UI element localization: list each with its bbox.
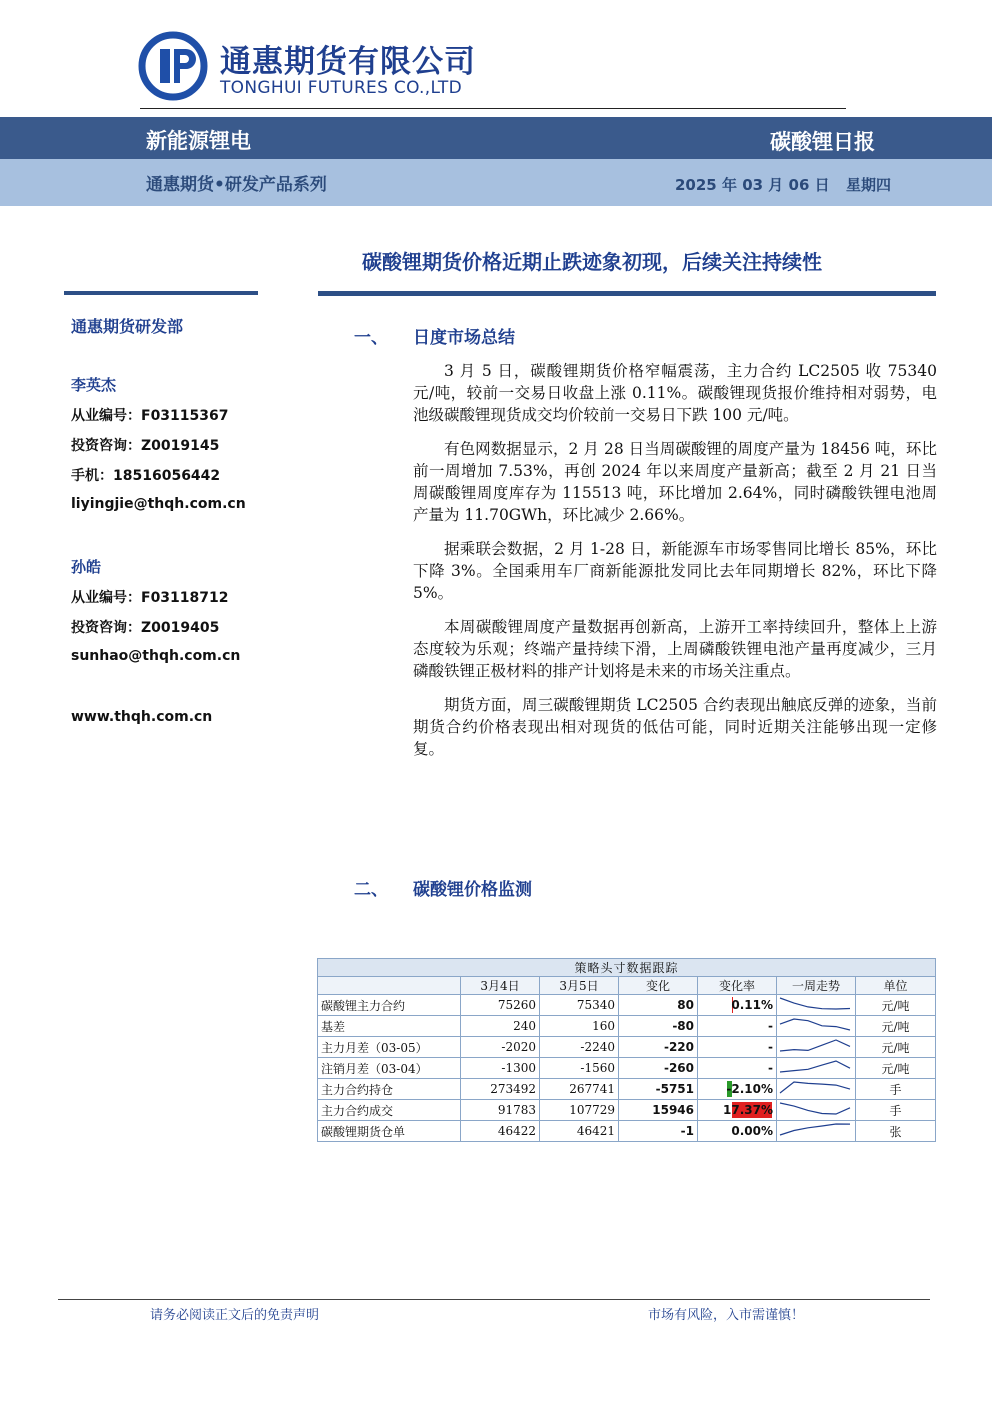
table-header-row <box>318 977 936 995</box>
value-prev: 273492 <box>461 1079 540 1100</box>
sparkline-icon <box>777 1058 853 1075</box>
weekly-trend-sparkline <box>777 995 856 1016</box>
sparkline-icon <box>777 1037 853 1054</box>
sparkline-path <box>780 998 850 1009</box>
value-change-rate <box>698 1100 777 1121</box>
change-rate-text: - <box>768 1040 773 1054</box>
section-number: 二、 <box>354 880 388 900</box>
value-prev: -2020 <box>461 1037 540 1058</box>
value-change: 15946 <box>619 1100 698 1121</box>
sparkline-icon <box>777 1016 853 1033</box>
change-rate-text: 17.37% <box>723 1103 773 1117</box>
weekly-trend-sparkline <box>777 1121 856 1142</box>
unit: 手 <box>856 1079 936 1100</box>
section-number: 一、 <box>354 328 388 348</box>
row-name: 主力月差（03-05） <box>318 1037 461 1058</box>
value-change-rate <box>698 1016 777 1037</box>
value-change: -220 <box>619 1037 698 1058</box>
sidebar-top-bar <box>64 291 258 295</box>
report-category: 新能源锂电 <box>146 129 251 153</box>
sparkline-path <box>780 1040 850 1051</box>
paragraph: 有色网数据显示，2 月 28 日当周碳酸锂的周度产量为 18456 吨，环比前一周增加 7.53%，再创 2024 年以来周度产量新高；截至 2 月 21 日当周碳酸锂周度库存为 115513 吨，环比增加 2.64%，同时磷酸铁锂电池周产量为 11.70GWh，环比减少 2.66%。 <box>413 440 937 524</box>
change-rate-text: - <box>768 1019 773 1033</box>
weekly-trend-sparkline <box>777 1016 856 1037</box>
table-header: 单位 <box>856 977 936 995</box>
table-header: 3月4日 <box>461 977 540 995</box>
footer-divider <box>58 1299 930 1300</box>
table-caption: 策略头寸数据跟踪 <box>318 959 936 977</box>
value-change-rate <box>698 1121 777 1142</box>
value-change-rate <box>698 995 777 1016</box>
tonghui-logo-icon <box>138 31 208 101</box>
value-prev: 240 <box>461 1016 540 1037</box>
value-change-rate <box>698 1037 777 1058</box>
content-top-bar <box>318 291 936 296</box>
sparkline-path <box>780 1082 850 1093</box>
value-prev: -1300 <box>461 1058 540 1079</box>
value-change-rate <box>698 1079 777 1100</box>
row-name: 碳酸锂期货仓单 <box>318 1121 461 1142</box>
report-date: 2025 年 03 月 06 日 <box>675 176 830 194</box>
research-dept: 通惠期货研发部 <box>71 317 184 336</box>
value-change: -5751 <box>619 1079 698 1100</box>
sparkline-icon <box>777 1079 853 1096</box>
section-title: 日度市场总结 <box>413 328 515 348</box>
unit: 元/吨 <box>856 995 936 1016</box>
value-change: 80 <box>619 995 698 1016</box>
weekly-trend-sparkline <box>777 1058 856 1079</box>
analyst-cert: 从业编号：F03118712 <box>71 590 229 606</box>
table-header: 一周走势 <box>777 977 856 995</box>
sparkline-path <box>780 1061 850 1072</box>
table-row <box>318 1037 936 1058</box>
change-rate-text: -2.10% <box>726 1082 773 1096</box>
sparkline-icon <box>777 1121 853 1138</box>
change-rate-text: - <box>768 1061 773 1075</box>
weekly-trend-sparkline <box>777 1100 856 1121</box>
value-curr: -1560 <box>540 1058 619 1079</box>
report-series: 通惠期货•研发产品系列 <box>146 175 327 195</box>
sparkline-icon <box>777 1100 853 1117</box>
paragraph: 本周碳酸锂周度产量数据再创新高，上游开工率持续回升，整体上上游态度较为乐观；终端产量持续下滑，上周磷酸铁锂电池产量再度减少，三月磷酸铁锂正极材料的排产计划将是未来的市场关注重点。 <box>413 618 937 680</box>
analyst-name: 李英杰 <box>71 376 117 394</box>
value-curr: 75340 <box>540 995 619 1016</box>
table-header: 变化 <box>619 977 698 995</box>
value-change: -80 <box>619 1016 698 1037</box>
paragraph: 据乘联会数据，2 月 1-28 日，新能源车市场零售同比增长 85%，环比下降 3%。全国乘用车厂商新能源批发同比去年同期增长 82%，环比下降 5%。 <box>413 540 937 602</box>
value-curr: 267741 <box>540 1079 619 1100</box>
section-title: 碳酸锂价格监测 <box>413 880 532 900</box>
row-name: 主力合约持仓 <box>318 1079 461 1100</box>
value-curr: -2240 <box>540 1037 619 1058</box>
company-name-cn: 通惠期货有限公司 <box>220 44 476 80</box>
analyst-invest-license: 投资咨询：Z0019405 <box>71 620 220 636</box>
table-row <box>318 1121 936 1142</box>
analyst-email[interactable]: liyingjie@thqh.com.cn <box>71 496 246 512</box>
unit: 元/吨 <box>856 1037 936 1058</box>
position-tracking-table <box>317 958 936 1142</box>
sparkline-icon <box>777 995 853 1012</box>
table-row <box>318 1016 936 1037</box>
value-prev: 75260 <box>461 995 540 1016</box>
sparkline-path <box>780 1019 850 1030</box>
unit: 张 <box>856 1121 936 1142</box>
value-curr: 107729 <box>540 1100 619 1121</box>
report-headline: 碳酸锂期货价格近期止跌迹象初现，后续关注持续性 <box>362 250 822 274</box>
value-prev: 91783 <box>461 1100 540 1121</box>
paragraph: 期货方面，周三碳酸锂期货 LC2505 合约表现出触底反弹的迹象，当前期货合约价格表现出相对现货的低估可能，同时近期关注能够出现一定修复。 <box>413 696 937 758</box>
value-change-rate <box>698 1058 777 1079</box>
value-change: -260 <box>619 1058 698 1079</box>
unit: 元/吨 <box>856 1058 936 1079</box>
analyst-phone: 手机：18516056442 <box>71 468 221 484</box>
report-type: 碳酸锂日报 <box>770 130 875 154</box>
risk-warning: 市场有风险，入市需谨慎！ <box>648 1308 805 1323</box>
value-change: -1 <box>619 1121 698 1142</box>
analyst-invest-license: 投资咨询：Z0019145 <box>71 438 220 454</box>
row-name: 基差 <box>318 1016 461 1037</box>
weekly-trend-sparkline <box>777 1037 856 1058</box>
unit: 元/吨 <box>856 1016 936 1037</box>
value-curr: 160 <box>540 1016 619 1037</box>
report-weekday: 星期四 <box>846 176 892 194</box>
table-row <box>318 995 936 1016</box>
website-link[interactable]: www.thqh.com.cn <box>71 709 213 725</box>
sparkline-path <box>780 1103 850 1114</box>
value-curr: 46421 <box>540 1121 619 1142</box>
unit: 手 <box>856 1100 936 1121</box>
value-prev: 46422 <box>461 1121 540 1142</box>
analyst-cert: 从业编号：F03115367 <box>71 408 229 424</box>
table-row <box>318 1100 936 1121</box>
analyst-email[interactable]: sunhao@thqh.com.cn <box>71 648 241 664</box>
market-summary <box>413 360 937 772</box>
paragraph: 3 月 5 日，碳酸锂期货价格窄幅震荡，主力合约 LC2505 收 75340 元/吨，较前一交易日收盘上涨 0.11%。碳酸锂现货报价维持相对弱势，电池级碳酸锂现货成交均价较前一交易日下跌 100 元/吨。 <box>413 362 937 424</box>
header-divider <box>140 108 846 109</box>
table-header <box>318 977 461 995</box>
table-row <box>318 1058 936 1079</box>
row-name: 主力合约成交 <box>318 1100 461 1121</box>
weekly-trend-sparkline <box>777 1079 856 1100</box>
sparkline-path <box>780 1124 850 1135</box>
table-row <box>318 1079 936 1100</box>
change-rate-text: 0.00% <box>731 1124 773 1138</box>
row-name: 注销月差（03-04） <box>318 1058 461 1079</box>
table-header: 变化率 <box>698 977 777 995</box>
company-name-en: TONGHUI FUTURES CO.,LTD <box>220 78 462 98</box>
row-name: 碳酸锂主力合约 <box>318 995 461 1016</box>
analyst-name: 孙皓 <box>71 558 102 576</box>
change-rate-text: 0.11% <box>731 998 773 1012</box>
disclaimer-note: 请务必阅读正文后的免责声明 <box>150 1308 320 1323</box>
table-header: 3月5日 <box>540 977 619 995</box>
